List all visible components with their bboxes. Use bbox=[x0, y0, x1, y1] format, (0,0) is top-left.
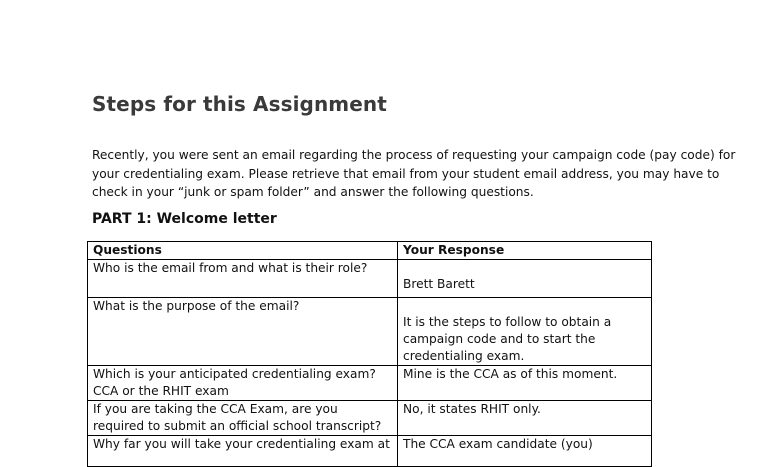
intro-line: check in your “junk or spam folder” and answer the following questions. bbox=[92, 185, 534, 200]
question-cell: If you are taking the CCA Exam, are you required to submit an official school transcript? bbox=[88, 401, 398, 436]
response-cell[interactable] bbox=[398, 401, 652, 436]
questions-header: Questions bbox=[88, 242, 398, 260]
table-row bbox=[88, 401, 652, 436]
table-header-row bbox=[88, 242, 652, 260]
response-text: Brett Barett bbox=[403, 277, 475, 291]
response-header: Your Response bbox=[398, 242, 652, 260]
question-cell: Which is your anticipated credentialing exam? CCA or the RHIT exam bbox=[88, 366, 398, 401]
question-cell: Who is the email from and what is their role? bbox=[88, 260, 398, 298]
table-row bbox=[88, 436, 652, 467]
question-cell: What is the purpose of the email? bbox=[88, 298, 398, 366]
response-cell[interactable] bbox=[398, 260, 652, 298]
intro-line: your credentialing exam. Please retrieve that email from your student email address, you may have to bbox=[92, 166, 720, 181]
response-cell[interactable] bbox=[398, 436, 652, 467]
response-text: It is the steps to follow to obtain a campaign code and to start the credentialing exam. bbox=[403, 315, 612, 363]
table-row bbox=[88, 298, 652, 366]
response-text: Mine is the CCA as of this moment. bbox=[403, 367, 618, 381]
response-cell[interactable] bbox=[398, 366, 652, 401]
intro-line: Recently, you were sent an email regarding the process of requesting your campaign code (pay code) for bbox=[92, 148, 736, 162]
part1-heading: PART 1: Welcome letter bbox=[92, 211, 277, 227]
table-row bbox=[88, 260, 652, 298]
questions-table bbox=[87, 241, 652, 467]
table-row bbox=[88, 366, 652, 401]
response-text: No, it states RHIT only. bbox=[403, 402, 541, 416]
response-cell[interactable] bbox=[398, 298, 652, 366]
intro-paragraph bbox=[92, 146, 736, 202]
page-title: Steps for this Assignment bbox=[92, 92, 387, 116]
response-text: The CCA exam candidate (you) bbox=[403, 437, 593, 451]
question-cell: Why far you will take your credentialing exam at bbox=[88, 436, 398, 467]
